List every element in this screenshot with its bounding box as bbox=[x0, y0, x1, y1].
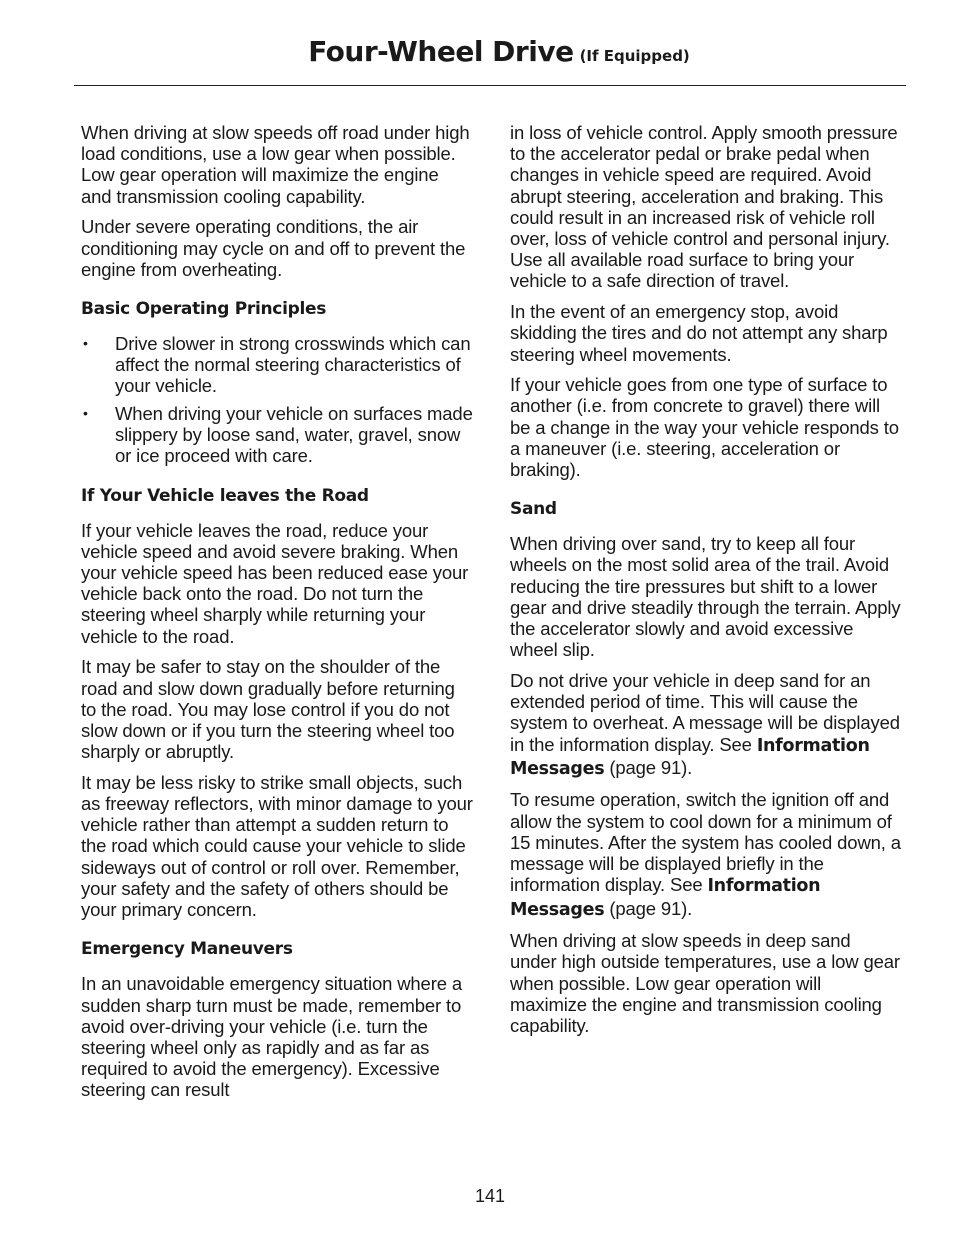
list-item bbox=[81, 333, 473, 397]
list-item-text: Drive slower in strong crosswinds which can affect the normal steering characteristics of your vehicle. bbox=[115, 332, 471, 397]
left-column bbox=[81, 122, 473, 1110]
paragraph-loss-of-control: in loss of vehicle control. Apply smooth pressure to the accelerator pedal or brake pedal when changes in vehicle speed are required. Avoid abrupt steering, acceleration and braking. This could result in an increased risk of vehicle roll over, loss of vehicle control and personal injury. Use all available road surface to bring your vehicle to a safe direction of travel. bbox=[510, 122, 898, 292]
list-item-text: When driving your vehicle on surfaces made slippery by loose sand, water, gravel, snow or ice proceed with care. bbox=[115, 403, 473, 467]
bullet-list bbox=[81, 333, 473, 467]
page-number: 141 bbox=[474, 1186, 506, 1206]
paragraph-low-gear: When driving at slow speeds off road under high load conditions, use a low gear when possible. Low gear operation will maximize the engine and transmission cooling capability. bbox=[81, 122, 470, 207]
page-subtitle: (If Equipped) bbox=[579, 47, 690, 65]
paragraph-air-conditioning: Under severe operating conditions, the air conditioning may cycle on and off to prevent the engine from overheating. bbox=[81, 216, 466, 280]
paragraph-surface-change: If your vehicle goes from one type of surface to another (i.e. from concrete to gravel) there will be a change in the way your vehicle responds to a maneuver (i.e. steering, acceleration or braking). bbox=[510, 374, 899, 481]
bullet-icon: • bbox=[83, 405, 88, 422]
page-title: Four-Wheel Drive bbox=[308, 35, 574, 68]
paragraph-text: To resume operation, switch the ignition off and allow the system to cool down for a minimum of 15 minutes. After the system has cooled down, a message will be displayed briefly in the information display. See bbox=[510, 789, 901, 896]
paragraph-high-temperatures: When driving at slow speeds in deep sand under high outside temperatures, use a low gear when possible. Low gear operation will maximize the engine and transmission cooling capability. bbox=[510, 930, 900, 1037]
list-item bbox=[81, 403, 473, 467]
page-header bbox=[74, 28, 906, 86]
bullet-icon: • bbox=[83, 334, 88, 351]
paragraph-emergency-stop: In the event of an emergency stop, avoid skidding the tires and do not attempt any sharp steering wheel movements. bbox=[510, 301, 888, 365]
page-reference: (page 91). bbox=[604, 756, 693, 778]
paragraph-driving-over-sand: When driving over sand, try to keep all four wheels on the most solid area of the trail. Avoid reducing the tire pressures but shift to a lower gear and drive steadily through the terrain. Apply the accelerator slowly and avoid excessive wheel slip. bbox=[510, 533, 901, 661]
paragraph-reduce-speed: If your vehicle leaves the road, reduce your vehicle speed and avoid severe braking. When your vehicle speed has been reduced ease your vehicle back onto the road. Do not turn the steering wheel sharply while returning your vehicle to the road. bbox=[81, 519, 469, 647]
heading-emergency-maneuvers: Emergency Maneuvers bbox=[81, 939, 293, 960]
paragraph-text: Do not drive your vehicle in deep sand for an extended period of time. This will cause the system to overheat. A message will be displayed in the information display. See bbox=[510, 669, 900, 755]
paragraph-deep-sand bbox=[510, 670, 902, 780]
paragraph-small-objects: It may be less risky to strike small objects, such as freeway reflectors, with minor damage to your vehicle rather than attempt a sudden return to the road which could cause your vehicle to slide sideways out of control or roll over. Remember, your safety and the safety of others should be your primary concern. bbox=[81, 771, 473, 921]
information-messages-link[interactable]: Information Messages bbox=[510, 735, 870, 779]
heading-basic-operating-principles: Basic Operating Principles bbox=[81, 298, 327, 319]
paragraph-emergency-situation: In an unavoidable emergency situation where a sudden sharp turn must be made, remember to avoid over-driving your vehicle (i.e. turn the steering wheel only as rapidly and as far as required to avoid the emergency). Excessive steering can result bbox=[81, 973, 462, 1101]
heading-sand: Sand bbox=[510, 499, 557, 520]
page-reference: (page 91). bbox=[604, 897, 693, 919]
information-messages-link[interactable]: Information Messages bbox=[510, 876, 821, 920]
paragraph-resume-operation bbox=[510, 789, 902, 920]
right-column bbox=[510, 122, 902, 1046]
paragraph-shoulder: It may be safer to stay on the shoulder of the road and slow down gradually before returning to the road. You may lose control if you do not slow down or if you turn the steering wheel too sharply or abruptly. bbox=[81, 656, 455, 763]
heading-leaves-the-road: If Your Vehicle leaves the Road bbox=[81, 485, 369, 506]
